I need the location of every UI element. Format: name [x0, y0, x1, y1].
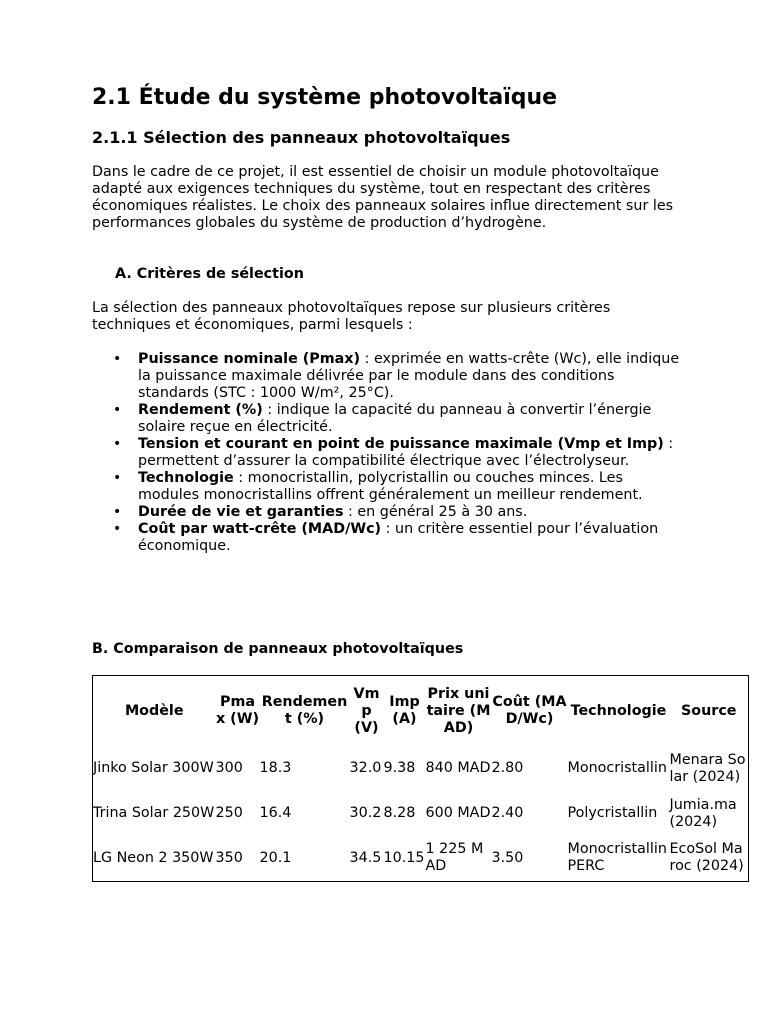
criteria-term: Tension et courant en point de puissance maximale (Vmp et Imp)	[138, 436, 664, 452]
subsection-title: 2.1.1 Sélection des panneaux photovoltaïques	[92, 128, 511, 147]
criteria-item	[92, 521, 682, 555]
cell-efficiency: 18.3	[259, 760, 292, 776]
criteria-list	[92, 351, 682, 555]
criteria-term: Puissance nominale (Pmax)	[138, 351, 361, 367]
cell-technology: Monocristallin PERC	[567, 841, 667, 875]
header-imp: Imp (A)	[389, 694, 420, 727]
criteria-text: : indique la capacité du panneau à convertir l’énergie solaire reçue en électricité.	[138, 402, 652, 435]
comparison-table	[92, 675, 749, 882]
cell-source: Jumia.ma (2024)	[669, 796, 737, 830]
intro-paragraph: Dans le cadre de ce projet, il est essentiel de choisir un module photovoltaïque adapté aux exigences techniques du système, tout en respectant des critères économiques réalistes. Le choix des panneaux solaires influe directement sur les performances globales du système de production d’hydrogène.	[92, 164, 674, 231]
criteria-text: : un critère essentiel pour l’évaluation économique.	[138, 521, 659, 554]
cell-imp: 9.38	[383, 760, 416, 776]
cell-price: 600 MAD	[425, 805, 491, 821]
criteria-term: Coût par watt-crête (MAD/Wc)	[138, 521, 382, 537]
comparison-heading: B. Comparaison de panneaux photovoltaïques	[92, 641, 464, 657]
criteria-item	[92, 402, 682, 436]
criteria-term: Rendement (%)	[138, 402, 263, 418]
criteria-text: : en général 25 à 30 ans.	[343, 504, 528, 520]
criteria-item	[92, 436, 682, 470]
section-title: 2.1 Étude du système photovoltaïque	[92, 85, 558, 110]
cell-technology: Polycristallin	[567, 805, 658, 821]
table-row	[93, 836, 749, 881]
cell-vmp: 34.5	[349, 849, 382, 866]
header-pmax: Pmax (W)	[215, 694, 260, 727]
criteria-text: : permettent d’assurer la compatibilité électrique avec l’électrolyseur.	[138, 436, 674, 469]
cell-efficiency: 16.4	[259, 805, 292, 821]
criteria-item	[92, 470, 682, 504]
header-source: Source	[680, 702, 737, 719]
cell-source: EcoSol Maroc (2024)	[669, 841, 744, 875]
header-efficiency: Rendement (%)	[261, 694, 348, 727]
criteria-text: : monocristallin, polycristallin ou couches minces. Les modules monocristallins offrent généralement un meilleur rendement.	[138, 470, 643, 503]
criteria-text: : exprimée en watts-crête (Wc), elle indique la puissance maximale délivrée par le module dans des conditions standards (STC : 1000 W/m², 25°C).	[138, 351, 680, 401]
cell-pmax: 350	[215, 849, 243, 866]
cell-cost: 3.50	[491, 849, 524, 866]
header-vmp: Vmp (V)	[353, 685, 380, 736]
criteria-item	[92, 504, 682, 521]
header-technology: Technologie	[570, 702, 667, 719]
cell-pmax: 250	[215, 805, 243, 821]
cell-source: Menara Solar (2024)	[669, 751, 746, 785]
cell-imp: 10.15	[383, 849, 425, 866]
cell-model: Trina Solar 250W	[93, 805, 215, 821]
criteria-term: Durée de vie et garanties	[138, 504, 344, 520]
header-model: Modèle	[124, 702, 184, 719]
cell-cost: 2.80	[491, 760, 524, 776]
table-row	[93, 746, 749, 791]
cell-pmax: 300	[215, 760, 243, 776]
cell-efficiency: 20.1	[259, 849, 292, 866]
cell-model: Jinko Solar 300W	[93, 760, 214, 776]
cell-vmp: 32.0	[349, 760, 382, 776]
cell-technology: Monocristallin	[567, 760, 667, 776]
cell-vmp: 30.2	[349, 805, 382, 821]
criteria-intro: La sélection des panneaux photovoltaïques repose sur plusieurs critères techniques et économiques, parmi lesquels :	[92, 300, 611, 333]
criteria-term: Technologie	[138, 470, 234, 486]
table-row	[93, 791, 749, 836]
cell-cost: 2.40	[491, 805, 524, 821]
header-cost: Coût (MAD/Wc)	[492, 694, 567, 727]
criteria-heading: A. Critères de sélection	[115, 266, 304, 282]
cell-price: 1 225 MAD	[425, 841, 484, 875]
criteria-item	[92, 351, 682, 402]
header-price: Prix unitaire (MAD)	[426, 685, 491, 736]
cell-price: 840 MAD	[425, 760, 491, 776]
cell-imp: 8.28	[383, 805, 416, 821]
cell-model: LG Neon 2 350W	[93, 849, 214, 866]
table-header-row	[93, 676, 749, 747]
